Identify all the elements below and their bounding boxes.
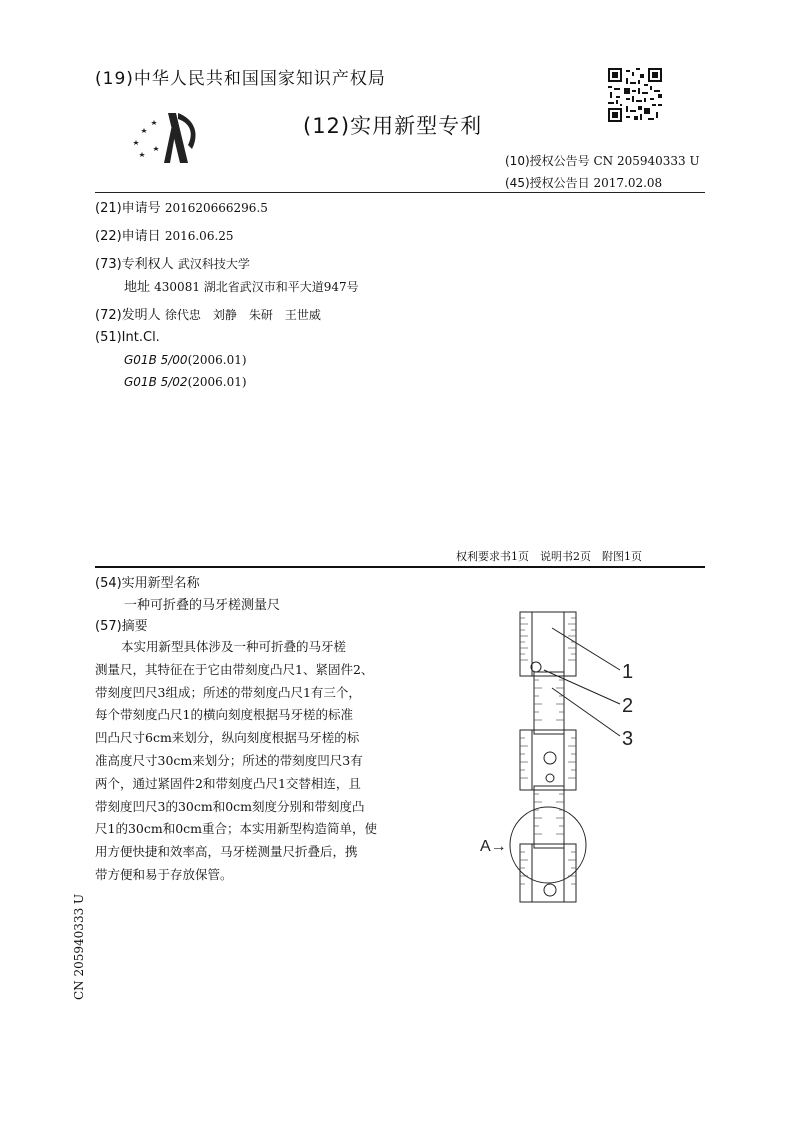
concave-ruler-1 — [534, 672, 564, 734]
abstract-text — [95, 636, 420, 887]
ipc-1-code: G01B 5/00 — [124, 353, 188, 367]
fastener — [544, 752, 556, 764]
callout-3: 3 — [622, 728, 634, 750]
app-no-label: (21)申请号 — [95, 201, 161, 216]
patent-type: (12)实用新型专利 — [303, 114, 483, 138]
callout-1: 1 — [622, 661, 634, 683]
ruler-figure — [470, 608, 670, 908]
address-label: 地址 — [124, 280, 151, 295]
app-date-value: 2016.06.25 — [164, 229, 234, 243]
title-label: (54)实用新型名称 — [95, 576, 200, 591]
address-value: 430081 湖北省武汉市和平大道947号 — [154, 280, 359, 294]
inventor-value: 徐代忠 刘静 朱研 王世威 — [164, 308, 321, 322]
office-name: (19)中华人民共和国国家知识产权局 — [95, 69, 386, 89]
address — [124, 276, 359, 295]
utility-model-title: 一种可折叠的马牙槎测量尺 — [124, 598, 281, 613]
application-date — [95, 225, 234, 244]
fastener — [544, 884, 556, 896]
abstract-line: 本实用新型具体涉及一种可折叠的马牙槎 — [121, 639, 347, 654]
cnipa-logo — [128, 105, 208, 169]
pages-summary: 权利要求书1页 说明书2页 附图1页 — [456, 550, 642, 563]
ipc-label: (51)Int.Cl. — [95, 330, 160, 345]
fastener — [546, 774, 554, 782]
inventors — [95, 304, 321, 323]
abstract-line: 用方便快捷和效率高，马牙槎测量尺折叠后，携 — [95, 844, 358, 860]
pub-date-label: (45)授权公告日 — [505, 176, 590, 190]
pub-date-value: 2017.02.08 — [593, 176, 663, 190]
abstract-line: 带刻度凹尺3组成；所述的带刻度凸尺1有三个， — [95, 684, 361, 700]
patentee-value: 武汉科技大学 — [177, 257, 250, 271]
convex-ruler-1 — [520, 612, 576, 676]
abstract-line: 带方便和易于存放保管。 — [95, 866, 233, 882]
ipc-entry-1 — [124, 353, 247, 367]
abstract-line: 每个带刻度凸尺1的横向刻度根据马牙槎的标准 — [95, 707, 353, 723]
app-date-label: (22)申请日 — [95, 229, 161, 244]
abstract-line: 两个，通过紧固件2和带刻度凸尺1交替相连，且 — [95, 775, 361, 791]
ipc-2-code: G01B 5/02 — [124, 375, 188, 389]
pub-no-value: CN 205940333 U — [593, 154, 700, 168]
abstract-line: 准高度尺寸30cm来划分；所述的带刻度凹尺3有 — [95, 752, 363, 768]
abstract-line: 凹凸尺寸6cm来划分，纵向刻度根据马牙槎的标 — [95, 730, 360, 746]
section-divider — [95, 566, 705, 568]
detail-circle-a — [510, 807, 586, 883]
concave-ruler-2 — [534, 786, 564, 848]
app-no-value: 201620666296.5 — [164, 201, 268, 215]
abstract-label: (57)摘要 — [95, 619, 148, 634]
publication-number — [505, 152, 700, 169]
side-publication-label: CN 205940333 U — [72, 893, 86, 1000]
abstract-line: 测量尺，其特征在于它由带刻度凸尺1、紧固件2、 — [95, 661, 374, 677]
callout-a: A→ — [480, 838, 507, 855]
ipc-2-year: (2006.01) — [187, 375, 247, 389]
pub-no-label: (10)授权公告号 — [505, 154, 590, 168]
inventor-label: (72)发明人 — [95, 308, 161, 323]
callout-2: 2 — [622, 695, 634, 717]
header-divider — [95, 192, 705, 193]
ipc-entry-2 — [124, 375, 247, 389]
abstract-line: 带刻度凹尺3的30cm和0cm刻度分别和带刻度凸 — [95, 798, 365, 814]
patentee-label: (73)专利权人 — [95, 257, 174, 272]
application-number — [95, 197, 268, 216]
patentee — [95, 253, 250, 272]
qr-code — [608, 68, 662, 122]
ipc-1-year: (2006.01) — [187, 353, 247, 367]
convex-ruler-3 — [520, 844, 576, 902]
abstract-line: 尺1的30cm和0cm重合；本实用新型构造简单，使 — [95, 821, 378, 837]
publication-date — [505, 174, 662, 191]
